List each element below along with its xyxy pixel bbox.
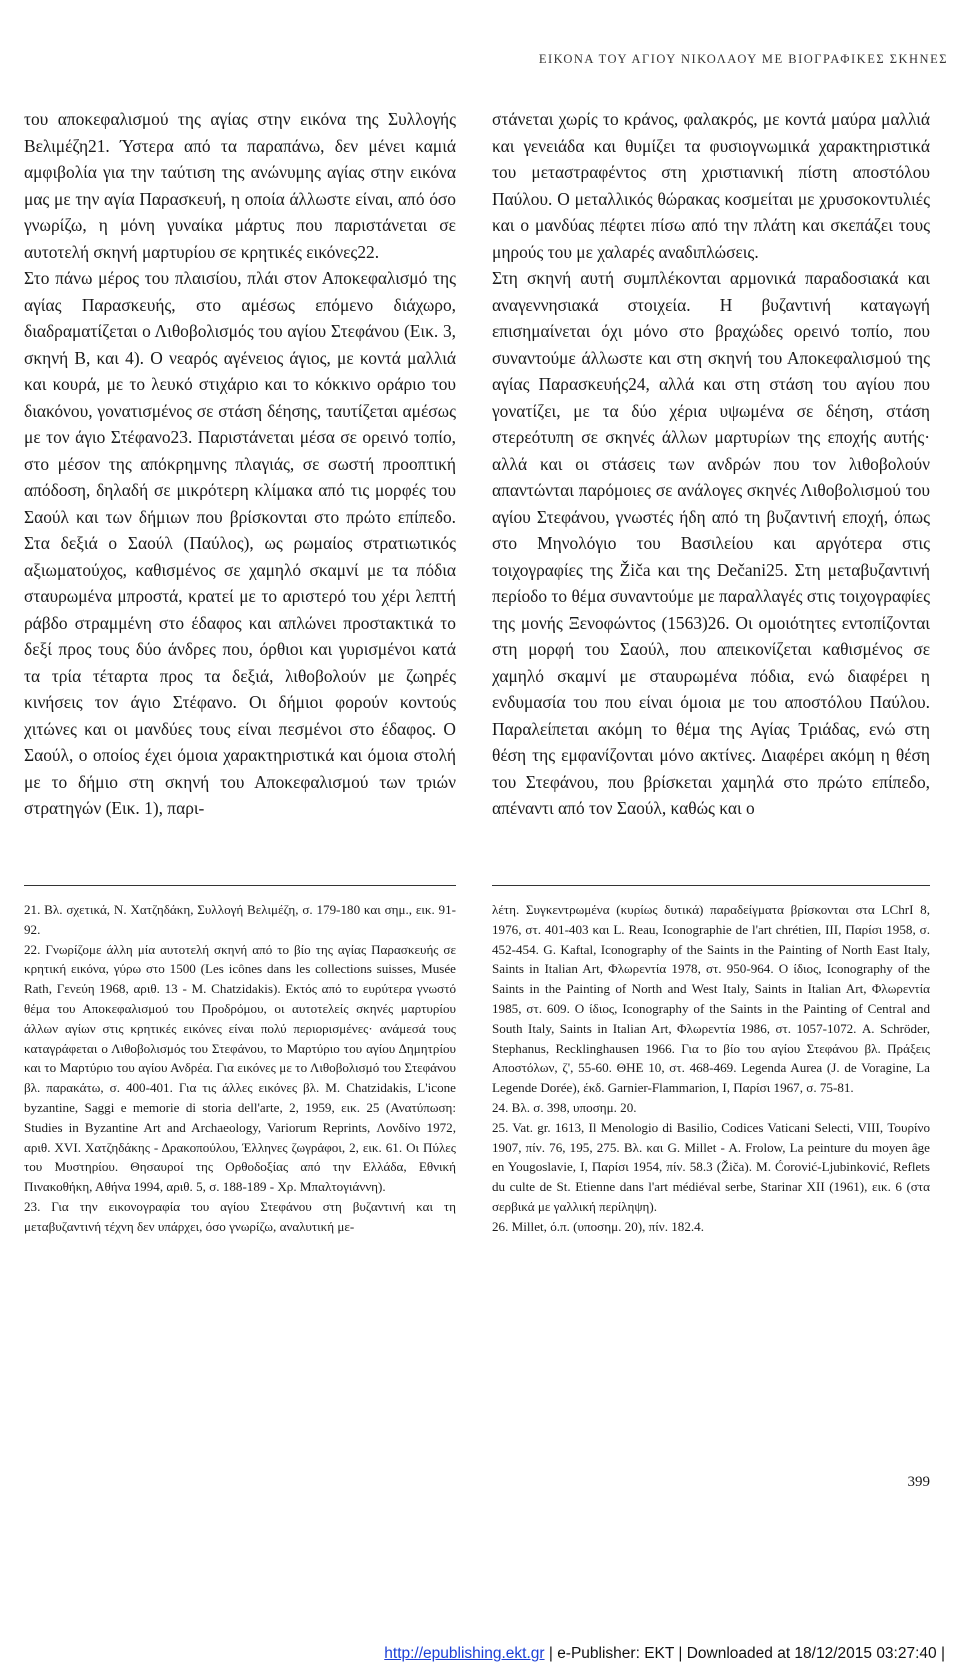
footnote: 22. Γνωρίζομε άλλη μία αυτοτελή σκηνή από το βίο της αγίας Παρασκευής σε κρητική εικόνα, γύρω στο 1500 (Les icônes dans les collections suisses, Musée Rath, Γενεύη 1968, αριθ. 13 - M. Chatzidakis). Εκτός από το ευρύτερα γνωστό θέμα του Αποκεφαλισμού του Προδρόμου, οι αυτοτελείς σκηνές μαρτυρίου άλλων αγίων στις κρητικές εικόνες είναι πολύ περιορισμένες· ανάμεσά τους καταγράφεται ο Λιθοβολισμός του Στεφάνου, το Μαρτύριο του αγίου Δημητρίου και το Μαρτύριο του αγίου Ανδρέα. Για εικόνες με το Λιθοβολισμό του Στεφάνου βλ. παρακάτω, σ. 400-401. Για τις άλλες εικόνες βλ. M. Chatzidakis, L'icone byzantine, Saggi e memorie di storia dell'arte, 2, 1959, εικ. 25 (Ανατύπωση: Studies in Byzantine Art and Archaeology, Variorum Reprints, Λονδίνο 1972, αριθ. XVI. Χατζηδάκης - Δρακοπούλου, Έλληνες ζωγράφοι, 2, εικ. 61. Οι Πύλες του Μυστηρίου. Θησαυροί της Ορθοδοξίας από την Ελλάδα, Εθνική Πινακοθήκη, Αθήνα 1994, αριθ. 5, σ. 188-189 - Χρ. Μπαλτογιάννη). bbox=[24, 941, 456, 1195]
footnote: 26. Millet, ό.π. (υποσημ. 20), πίν. 182.4. bbox=[492, 1218, 704, 1234]
epublishing-link[interactable]: http://epublishing.ekt.gr bbox=[384, 1645, 545, 1662]
footnote: 24. Βλ. σ. 398, υποσημ. 20. bbox=[492, 1099, 637, 1115]
footnote: 25. Vat. gr. 1613, Il Menologio di Basilio, Codices Vaticani Selecti, VIII, Τουρίνο 1907, πίν. 76, 195, 275. Βλ. και G. Millet - A. Frolow, La peinture du moyen âge en Yougoslavie, I, Παρίσι 1954, πίν. 58.3 (Žiča). M. Ćorović-Ljubinković, Reflets du culte de St. Etienne dans l'art médiéval serbe, Starinar XII (1961), εικ. 6 (στα σερβικά με γαλλική περίληψη). bbox=[492, 1119, 930, 1214]
footer-download-stamp: Downloaded at 18/12/2015 03:27:40 bbox=[686, 1645, 937, 1662]
running-head: ΕΙΚΟΝΑ ΤΟΥ ΑΓΙΟΥ ΝΙΚΟΛΑΟΥ ΜΕ ΒΙΟΓΡΑΦΙΚΕΣ ΣΚΗΝΕΣ bbox=[538, 52, 948, 66]
page-number: 399 bbox=[907, 1474, 930, 1490]
footer-separator: | bbox=[936, 1645, 945, 1662]
footnote: 21. Βλ. σχετικά, Ν. Χατζηδάκη, Συλλογή Βελιμέζη, σ. 179-180 και σημ., εικ. 91-92. bbox=[24, 902, 456, 937]
body-column-left bbox=[24, 106, 456, 822]
body-paragraph: στάνεται χωρίς το κράνος, φαλακρός, με κοντά μαύρα μαλλιά και γενειάδα και θυμίζει τα φυσιογνωμικά χαρακτηριστικά του μεταστραφέντος στη χριστιανική πίστη αποστόλου Παύλου. Ο μεταλλικός θώρακας κοσμείται με χρυσοκοντυλιές και ο μανδύας πέφτει πίσω από την πλάτη και σκεπάζει τους μηρούς του με χαλαρές αναδιπλώσεις. bbox=[492, 109, 930, 262]
body-column-right bbox=[492, 106, 930, 822]
footer-publisher: e-Publisher: EKT bbox=[557, 1645, 675, 1662]
footer-separator: | bbox=[544, 1645, 558, 1662]
footer-separator: | bbox=[674, 1645, 687, 1662]
body-paragraph: Στο πάνω μέρος του πλαισίου, πλάι στον Αποκεφαλισμό της αγίας Παρασκευής, στο αμέσως επόμενο διάχωρο, διαδραματίζεται ο Λιθοβολισμός του αγίου Στεφάνου (Εικ. 3, σκηνή Β, και 4). Ο νεαρός αγένειος άγιος, με κοντά μαλλιά και κουρά, με το λευκό στιχάριο και το κόκκινο οράριο του διακόνου, γονατισμένος σε στάση δέησης, ταυτίζεται αμέσως με τον άγιο Στέφανο23. Παριστάνεται μέσα σε ορεινό τοπίο, στο μέσον της απόκρημνης πλαγιάς, σε σωστή προοπτική απόδοση, δηλαδή σε μικρότερη κλίμακα από τις μορφές του Σαούλ και των δήμιων που βρίσκονται στο πρώτο επίπεδο. Στα δεξιά ο Σαούλ (Παύλος), ως ρωμαίος στρατιωτικός αξιωματούχος, καθισμένος σε χαμηλό σκαμνί με τα πόδια σταυρωμένα μπροστά, κρατεί με το αριστερό του χέρι λεπτή ράβδο στραμμένη στο έδαφος και απλώνει προστακτικά το δεξί προς τους δύο άνδρες που, όρθιοι και γυρισμένοι κατά τα τρία τέταρτα προς τα δεξιά, λιθοβολούν με ζωηρές κινήσεις τον άγιο Στέφανο. Οι δήμιοι φορούν κοντούς χιτώνες και οι μανδύες τους είναι πεσμένοι στο έδαφος. Ο Σαούλ, ο οποίος έχει όμοια χαρακτηριστικά και όμοια στολή με το δήμιο στη σκηνή του Αποκεφαλισμού των τριών στρατηγών (Εικ. 1), παρι- bbox=[24, 268, 456, 818]
footnotes-left bbox=[24, 900, 456, 1237]
footnote: 23. Για την εικονογραφία του αγίου Στεφάνου στη βυζαντινή και τη μεταβυζαντινή τέχνη δεν υπάρχει, όσο γνωρίζω, αναλυτική με- bbox=[24, 1198, 456, 1234]
body-paragraph: Στη σκηνή αυτή συμπλέκονται αρμονικά παραδοσιακά και αναγεννησιακά στοιχεία. Η βυζαντινή καταγωγή επισημαίνεται όχι μόνο στο βραχώδες ορεινό τοπίο, που συναντούμε άλλωστε και στη σκηνή του Αποκεφαλισμού της αγίας Παρασκευής24, αλλά και στη στάση του αγίου που γονατίζει, με τα δύο χέρια υψωμένα σε δέηση, στάση στερεότυπη σε σκηνές άλλων μαρτυρίων της εποχής αυτής· αλλά και οι στάσεις των ανδρών που τον λιθοβολούν απαντώνται παρόμοιες σε ανάλογες σκηνές Λιθοβολισμού του αγίου Στεφάνου, γνωστές ήδη από τη βυζαντινή εποχή, όπως στο Μηνολόγιο του Βασιλείου και αργότερα στις τοιχογραφίες της Žiča και της Dečani25. Στη μεταβυζαντινή περίοδο το θέμα συναντούμε με παραλλαγές στις τοιχογραφίες της μονής Ξενοφώντος (1563)26. Οι ομοιότητες εντοπίζονται στη μορφή του Σαούλ, που απεικονίζεται καθισμένος σε χαμηλό σκαμνί με σταυρωμένα πόδια, ενώ διαφέρει η ενδυμασία του που είναι όμοια με του αποστόλου Παύλου. Παραλείπεται ακόμη το θέμα της Αγίας Τριάδας, ενώ στη θέση της εμφανίζονται μόνο ακτίνες. Διαφέρει ακόμη η θέση του Στεφάνου, που βρίσκεται χαμηλά στο πρώτο επίπεδο, απέναντι από τον Σαούλ, καθώς και ο bbox=[492, 268, 930, 818]
footnotes-right bbox=[492, 900, 930, 1237]
body-paragraph: του αποκεφαλισμού της αγίας στην εικόνα της Συλλογής Βελιμέζη21. Ύστερα από τα παραπάνω, δεν μένει καμιά αμφιβολία για την ταύτιση της ανώνυμης αγίας στην εικόνα μας με την αγία Παρασκευή, η οποία άλλωστε είναι, από όσο γνωρίζω, η μόνη γυναίκα μάρτυς που παριστάνεται σε αυτοτελή σκηνή μαρτυρίου σε κρητικές εικόνες22. bbox=[24, 109, 456, 262]
footnote-divider-right bbox=[492, 885, 930, 886]
footnote: λέτη. Συγκεντρωμένα (κυρίως δυτικά) παραδείγματα βρίσκονται στα LChrI 8, 1976, στ. 401-403 και L. Reau, Iconographie de l'art chrétien, III, Παρίσι 1958, σ. 452-454. G. Kaftal, Iconography of the Saints in the Painting of North East Italy, Saints in Italian Art, Φλωρεντία 1978, στ. 950-964. Ο ίδιος, Iconography of the Saints in the Painting of North and West Italy, Saints in Italian Art, Φλωρεντία 1985, στ. 609. Ο ίδιος, Iconography of the Saints in the Painting of Central and South Italy, Saints in Italian Art, Φλωρεντία 1986, στ. 1057-1072. A. Schröder, Stephanus, Recklinghausen 1966. Για το βίο του αγίου Στεφάνου βλ. Πράξεις Αποστόλων, ζ', 55-60. ΘΗΕ 10, στ. 468-469. Legenda Aurea (J. de Voragine, La Legende Dorée), έκδ. Garnier-Flammarion, I, Παρίσι 1967, σ. 75-81. bbox=[492, 902, 930, 1096]
download-footer bbox=[0, 1645, 945, 1663]
footnote-divider-left bbox=[24, 885, 456, 886]
